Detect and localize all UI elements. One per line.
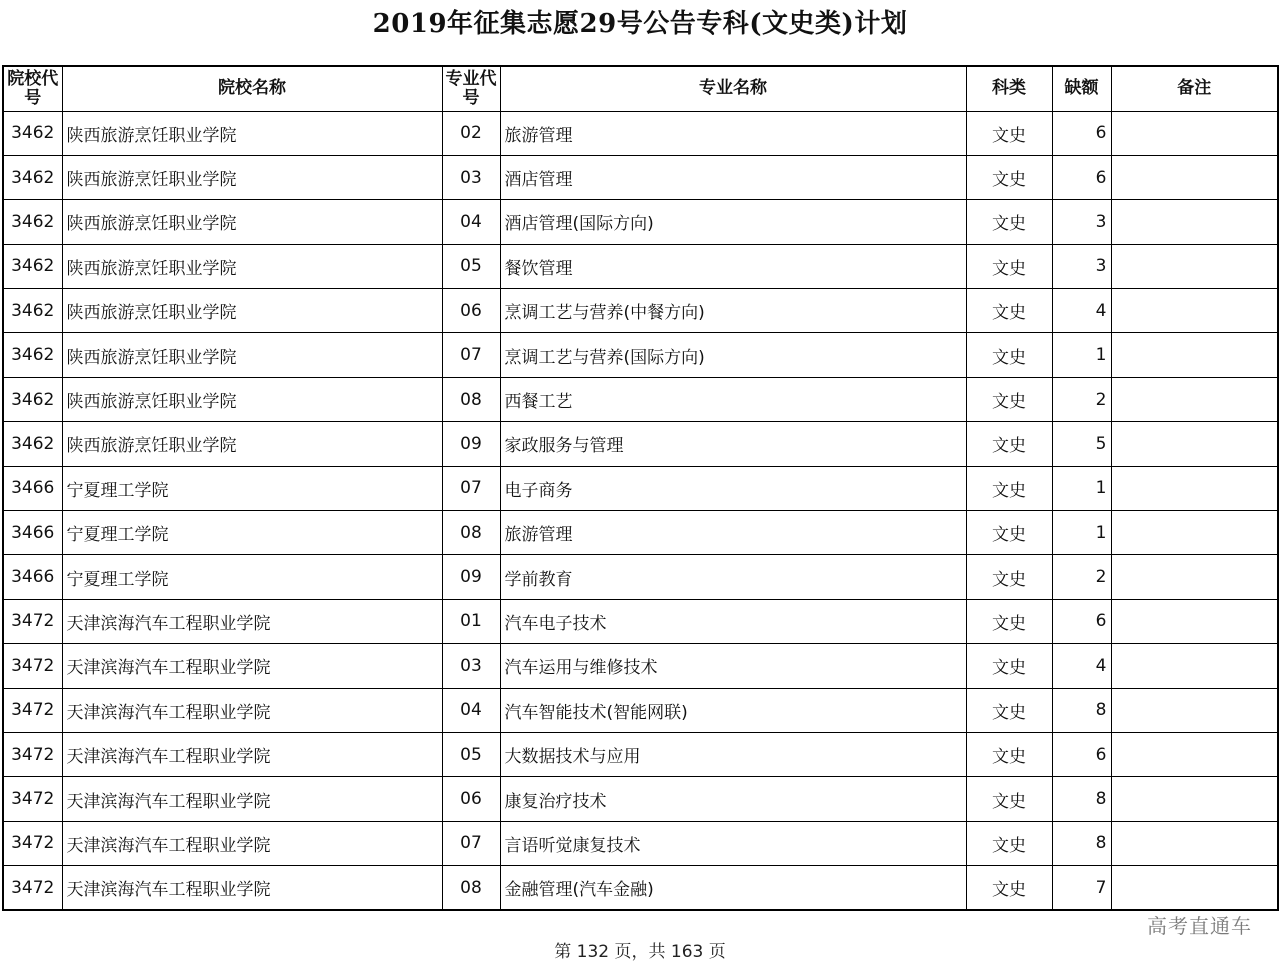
page-footer: 第 132 页，共 163 页 bbox=[554, 942, 726, 962]
cell-major-code: 05 bbox=[442, 244, 500, 288]
cell-school-code: 3472 bbox=[3, 599, 62, 643]
cell-major-code: 04 bbox=[442, 200, 500, 244]
cell-note bbox=[1111, 289, 1278, 333]
cell-major-code: 05 bbox=[442, 732, 500, 776]
cell-category: 文史 bbox=[966, 599, 1052, 643]
cell-school-name: 陕西旅游烹饪职业学院 bbox=[62, 244, 442, 288]
cell-note bbox=[1111, 466, 1278, 510]
cell-school-name: 宁夏理工学院 bbox=[62, 511, 442, 555]
cell-vacancy: 7 bbox=[1052, 866, 1111, 910]
cell-major-name: 电子商务 bbox=[500, 466, 966, 510]
cell-major-name: 西餐工艺 bbox=[500, 377, 966, 421]
cell-school-code: 3462 bbox=[3, 333, 62, 377]
cell-school-code: 3462 bbox=[3, 244, 62, 288]
cell-school-code: 3462 bbox=[3, 422, 62, 466]
cell-major-code: 03 bbox=[442, 644, 500, 688]
cell-vacancy: 1 bbox=[1052, 466, 1111, 510]
cell-major-code: 09 bbox=[442, 422, 500, 466]
cell-vacancy: 2 bbox=[1052, 555, 1111, 599]
header-note: 备注 bbox=[1111, 66, 1278, 111]
header-school-name: 院校名称 bbox=[62, 66, 442, 111]
table-row bbox=[3, 200, 1278, 244]
table-row bbox=[3, 866, 1278, 910]
cell-major-name: 家政服务与管理 bbox=[500, 422, 966, 466]
table-row bbox=[3, 777, 1278, 821]
cell-vacancy: 8 bbox=[1052, 777, 1111, 821]
cell-major-name: 康复治疗技术 bbox=[500, 777, 966, 821]
cell-category: 文史 bbox=[966, 466, 1052, 510]
cell-school-name: 陕西旅游烹饪职业学院 bbox=[62, 333, 442, 377]
cell-school-name: 陕西旅游烹饪职业学院 bbox=[62, 377, 442, 421]
cell-category: 文史 bbox=[966, 511, 1052, 555]
header-major-name: 专业名称 bbox=[500, 66, 966, 111]
cell-school-name: 天津滨海汽车工程职业学院 bbox=[62, 599, 442, 643]
cell-vacancy: 3 bbox=[1052, 244, 1111, 288]
cell-vacancy: 4 bbox=[1052, 289, 1111, 333]
cell-major-name: 餐饮管理 bbox=[500, 244, 966, 288]
table-row bbox=[3, 155, 1278, 199]
cell-note bbox=[1111, 200, 1278, 244]
cell-category: 文史 bbox=[966, 422, 1052, 466]
cell-category: 文史 bbox=[966, 377, 1052, 421]
cell-vacancy: 4 bbox=[1052, 644, 1111, 688]
table-row bbox=[3, 821, 1278, 865]
cell-note bbox=[1111, 688, 1278, 732]
cell-major-code: 02 bbox=[442, 111, 500, 155]
cell-note bbox=[1111, 821, 1278, 865]
table-row bbox=[3, 511, 1278, 555]
cell-vacancy: 1 bbox=[1052, 511, 1111, 555]
table-row bbox=[3, 599, 1278, 643]
cell-major-name: 言语听觉康复技术 bbox=[500, 821, 966, 865]
cell-note bbox=[1111, 377, 1278, 421]
cell-category: 文史 bbox=[966, 333, 1052, 377]
cell-school-code: 3472 bbox=[3, 777, 62, 821]
cell-school-name: 天津滨海汽车工程职业学院 bbox=[62, 644, 442, 688]
cell-major-name: 酒店管理(国际方向) bbox=[500, 200, 966, 244]
cell-major-name: 金融管理(汽车金融) bbox=[500, 866, 966, 910]
cell-note bbox=[1111, 644, 1278, 688]
cell-category: 文史 bbox=[966, 777, 1052, 821]
cell-vacancy: 5 bbox=[1052, 422, 1111, 466]
cell-major-name: 汽车运用与维修技术 bbox=[500, 644, 966, 688]
cell-note bbox=[1111, 866, 1278, 910]
header-school-code: 院校代号 bbox=[3, 66, 62, 111]
table-header bbox=[3, 66, 1278, 111]
cell-category: 文史 bbox=[966, 821, 1052, 865]
watermark: 高考直通车 bbox=[1147, 914, 1252, 938]
cell-vacancy: 2 bbox=[1052, 377, 1111, 421]
cell-note bbox=[1111, 244, 1278, 288]
cell-note bbox=[1111, 599, 1278, 643]
cell-category: 文史 bbox=[966, 244, 1052, 288]
cell-school-code: 3462 bbox=[3, 111, 62, 155]
page-title: 2019年征集志愿29号公告专科(文史类)计划 bbox=[372, 9, 908, 39]
cell-major-code: 08 bbox=[442, 866, 500, 910]
cell-school-name: 天津滨海汽车工程职业学院 bbox=[62, 821, 442, 865]
cell-major-code: 01 bbox=[442, 599, 500, 643]
cell-category: 文史 bbox=[966, 111, 1052, 155]
cell-school-code: 3472 bbox=[3, 866, 62, 910]
cell-category: 文史 bbox=[966, 289, 1052, 333]
cell-major-name: 汽车电子技术 bbox=[500, 599, 966, 643]
cell-note bbox=[1111, 555, 1278, 599]
cell-major-name: 学前教育 bbox=[500, 555, 966, 599]
cell-vacancy: 6 bbox=[1052, 732, 1111, 776]
cell-major-code: 06 bbox=[442, 289, 500, 333]
cell-school-code: 3466 bbox=[3, 466, 62, 510]
cell-school-code: 3462 bbox=[3, 289, 62, 333]
header-category: 科类 bbox=[966, 66, 1052, 111]
table-row bbox=[3, 732, 1278, 776]
cell-major-code: 07 bbox=[442, 821, 500, 865]
table-row bbox=[3, 289, 1278, 333]
header-row bbox=[3, 66, 1278, 111]
table-row bbox=[3, 244, 1278, 288]
cell-school-name: 天津滨海汽车工程职业学院 bbox=[62, 777, 442, 821]
cell-school-name: 天津滨海汽车工程职业学院 bbox=[62, 732, 442, 776]
cell-vacancy: 6 bbox=[1052, 599, 1111, 643]
table-row bbox=[3, 466, 1278, 510]
cell-major-code: 04 bbox=[442, 688, 500, 732]
table-row bbox=[3, 111, 1278, 155]
cell-vacancy: 6 bbox=[1052, 155, 1111, 199]
cell-major-name: 汽车智能技术(智能网联) bbox=[500, 688, 966, 732]
cell-category: 文史 bbox=[966, 155, 1052, 199]
cell-school-code: 3472 bbox=[3, 688, 62, 732]
cell-note bbox=[1111, 732, 1278, 776]
cell-vacancy: 8 bbox=[1052, 821, 1111, 865]
cell-school-code: 3466 bbox=[3, 511, 62, 555]
cell-major-code: 06 bbox=[442, 777, 500, 821]
cell-school-name: 宁夏理工学院 bbox=[62, 555, 442, 599]
cell-major-code: 07 bbox=[442, 466, 500, 510]
table-body bbox=[3, 111, 1278, 910]
cell-vacancy: 1 bbox=[1052, 333, 1111, 377]
cell-school-name: 天津滨海汽车工程职业学院 bbox=[62, 688, 442, 732]
table-row bbox=[3, 422, 1278, 466]
table-row bbox=[3, 333, 1278, 377]
table-row bbox=[3, 644, 1278, 688]
cell-school-name: 宁夏理工学院 bbox=[62, 466, 442, 510]
cell-category: 文史 bbox=[966, 200, 1052, 244]
cell-major-code: 09 bbox=[442, 555, 500, 599]
cell-note bbox=[1111, 422, 1278, 466]
cell-school-code: 3462 bbox=[3, 200, 62, 244]
cell-school-name: 陕西旅游烹饪职业学院 bbox=[62, 422, 442, 466]
cell-note bbox=[1111, 777, 1278, 821]
cell-major-code: 07 bbox=[442, 333, 500, 377]
cell-vacancy: 8 bbox=[1052, 688, 1111, 732]
cell-note bbox=[1111, 155, 1278, 199]
cell-category: 文史 bbox=[966, 732, 1052, 776]
cell-note bbox=[1111, 511, 1278, 555]
cell-major-code: 08 bbox=[442, 511, 500, 555]
cell-category: 文史 bbox=[966, 688, 1052, 732]
cell-major-name: 旅游管理 bbox=[500, 511, 966, 555]
cell-major-name: 酒店管理 bbox=[500, 155, 966, 199]
cell-major-code: 03 bbox=[442, 155, 500, 199]
cell-school-code: 3462 bbox=[3, 155, 62, 199]
cell-school-code: 3472 bbox=[3, 732, 62, 776]
table-row bbox=[3, 377, 1278, 421]
cell-major-name: 烹调工艺与营养(国际方向) bbox=[500, 333, 966, 377]
cell-school-name: 天津滨海汽车工程职业学院 bbox=[62, 866, 442, 910]
cell-category: 文史 bbox=[966, 555, 1052, 599]
header-major-code: 专业代号 bbox=[442, 66, 500, 111]
cell-school-code: 3462 bbox=[3, 377, 62, 421]
cell-school-code: 3472 bbox=[3, 821, 62, 865]
cell-major-name: 大数据技术与应用 bbox=[500, 732, 966, 776]
table-row bbox=[3, 688, 1278, 732]
header-vacancy: 缺额 bbox=[1052, 66, 1111, 111]
cell-school-code: 3472 bbox=[3, 644, 62, 688]
cell-school-name: 陕西旅游烹饪职业学院 bbox=[62, 289, 442, 333]
cell-major-name: 烹调工艺与营养(中餐方向) bbox=[500, 289, 966, 333]
cell-vacancy: 6 bbox=[1052, 111, 1111, 155]
cell-category: 文史 bbox=[966, 644, 1052, 688]
plan-table bbox=[2, 65, 1279, 911]
cell-note bbox=[1111, 111, 1278, 155]
cell-major-name: 旅游管理 bbox=[500, 111, 966, 155]
table-row bbox=[3, 555, 1278, 599]
cell-school-name: 陕西旅游烹饪职业学院 bbox=[62, 111, 442, 155]
cell-note bbox=[1111, 333, 1278, 377]
cell-vacancy: 3 bbox=[1052, 200, 1111, 244]
cell-category: 文史 bbox=[966, 866, 1052, 910]
cell-major-code: 08 bbox=[442, 377, 500, 421]
cell-school-code: 3466 bbox=[3, 555, 62, 599]
cell-school-name: 陕西旅游烹饪职业学院 bbox=[62, 155, 442, 199]
cell-school-name: 陕西旅游烹饪职业学院 bbox=[62, 200, 442, 244]
